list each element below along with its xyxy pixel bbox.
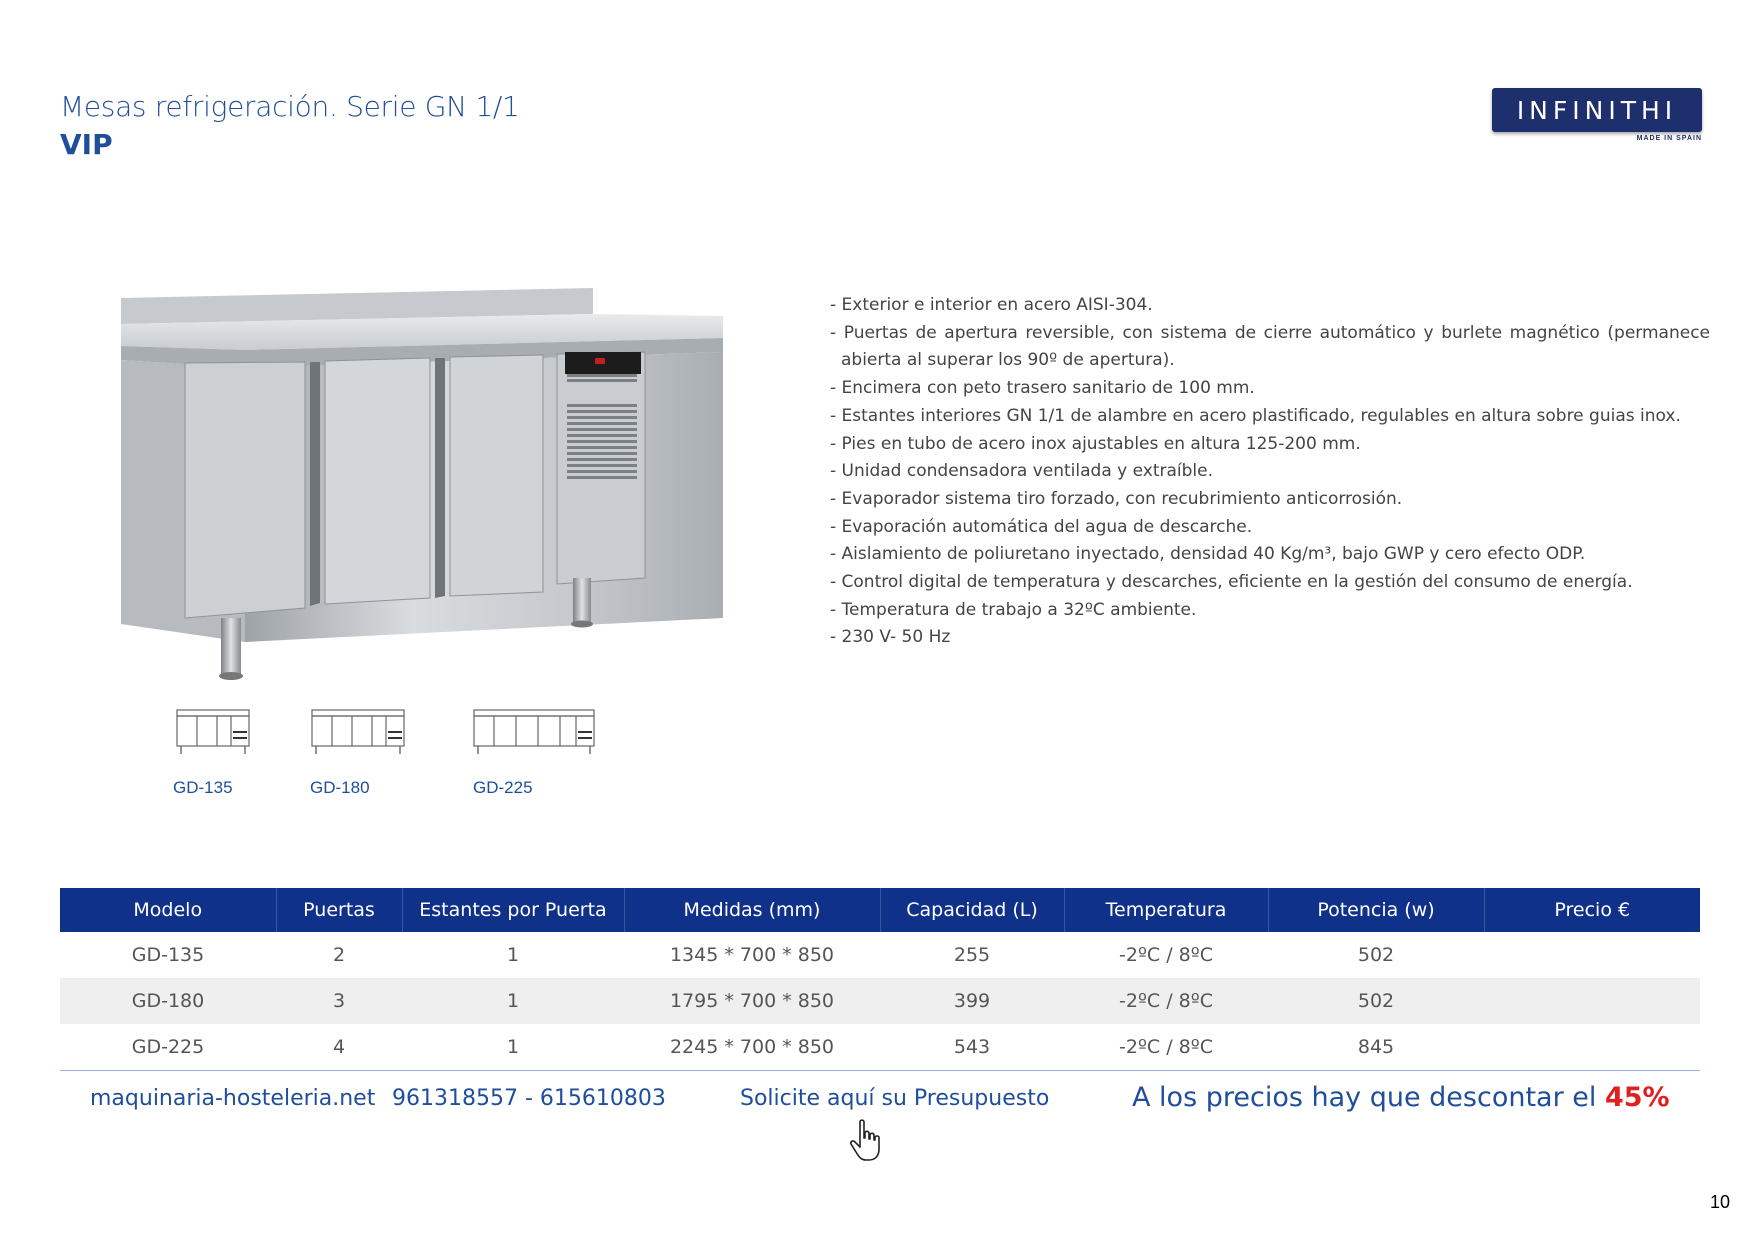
table-cell	[1484, 1024, 1700, 1071]
website-link[interactable]: maquinaria-hosteleria.net	[90, 1086, 376, 1111]
table-cell: 1	[506, 944, 520, 966]
logo-wordmark: INFINITHI	[1492, 88, 1702, 132]
feature-item: - Evaporador sistema tiro forzado, con recubrimiento anticorrosión.	[830, 488, 1403, 509]
table-cell: 502	[1268, 978, 1484, 1024]
table-cell: 2245 * 700 * 850	[624, 1024, 880, 1071]
column-header: Precio €	[1484, 888, 1700, 932]
table-row	[60, 932, 1700, 978]
table-cell: 399	[880, 978, 1064, 1024]
thumbnail-label: GD-225	[473, 778, 533, 797]
logo-tagline: MADE IN SPAIN	[1636, 135, 1702, 142]
table-cell: 1345 * 700 * 850	[669, 944, 835, 966]
thumbnail-gd-180	[310, 706, 408, 756]
feature-item: - Estantes interiores GN 1/1 de alambre en acero plastificado, regulables en altura sobre guias inox.	[830, 405, 1681, 426]
column-header: Puertas	[276, 888, 402, 932]
quote-request-link[interactable]: Solicite aquí su Presupuesto	[740, 1086, 1050, 1111]
product-image	[95, 278, 765, 698]
phone-numbers[interactable]: 961318557 - 615610803	[392, 1086, 666, 1111]
table-cell: 255	[953, 944, 991, 966]
table-cell: 4	[276, 1024, 402, 1071]
feature-item: - 230 V- 50 Hz	[830, 627, 951, 648]
brand-logo	[1492, 88, 1702, 142]
table-header-row	[60, 888, 1700, 932]
table-cell: 1	[402, 1024, 624, 1071]
column-header: Potencia (w)	[1268, 888, 1484, 932]
spec-table	[60, 888, 1700, 1071]
table-cell	[1484, 978, 1700, 1024]
page-subtitle: VIP	[60, 128, 113, 161]
table-cell: GD-180	[60, 978, 276, 1024]
discount-notice	[1132, 1082, 1670, 1113]
hand-pointer-icon	[848, 1118, 888, 1164]
column-header: Estantes por Puerta	[402, 888, 624, 932]
table-cell: 543	[880, 1024, 1064, 1071]
column-header: Temperatura	[1064, 888, 1268, 932]
feature-item: - Evaporación automática del agua de descarche.	[830, 516, 1253, 537]
feature-item: - Aislamiento de poliuretano inyectado, densidad 40 Kg/m³, bajo GWP y cero efecto ODP.	[830, 544, 1586, 565]
feature-item: - Control digital de temperatura y descarches, eficiente en la gestión del consumo de energía.	[830, 572, 1633, 593]
feature-item: - Unidad condensadora ventilada y extraíble.	[830, 461, 1213, 482]
thumbnail-gd-225	[472, 706, 598, 756]
thumbnail-label: GD-180	[310, 778, 370, 797]
thumbnail-label: GD-135	[173, 778, 233, 797]
table-cell: -2ºC / 8ºC	[1119, 944, 1213, 966]
table-cell: 502	[1357, 944, 1395, 966]
feature-item: - Puertas de apertura reversible, con sistema de cierre automático y burlete magnético (permanece abierta al superar los 90º de apertura).	[830, 322, 1710, 371]
page-number: 10	[1709, 1192, 1730, 1212]
table-cell: -2ºC / 8ºC	[1064, 1024, 1268, 1071]
column-header: Medidas (mm)	[624, 888, 880, 932]
page-title: Mesas refrigeración. Serie GN 1/1	[60, 90, 520, 123]
thumbnail-gd-135	[175, 706, 253, 756]
feature-list	[830, 292, 1710, 652]
table-cell: 845	[1268, 1024, 1484, 1071]
table-cell	[1484, 932, 1700, 978]
door-1	[185, 362, 305, 618]
table-cell: -2ºC / 8ºC	[1064, 978, 1268, 1024]
discount-value: 45%	[1604, 1082, 1670, 1113]
table-cell: GD-135	[131, 944, 205, 966]
feature-item: - Pies en tubo de acero inox ajustables en altura 125-200 mm.	[830, 433, 1361, 454]
column-header: Capacidad (L)	[880, 888, 1064, 932]
model-thumbnails	[150, 706, 710, 806]
table-cell: GD-225	[60, 1024, 276, 1071]
feature-item: - Exterior e interior en acero AISI-304.	[830, 295, 1153, 315]
table-row	[60, 978, 1700, 1024]
column-header: Modelo	[60, 888, 276, 932]
table-cell: 1795 * 700 * 850	[624, 978, 880, 1024]
table-cell: 3	[276, 978, 402, 1024]
table-cell: 1	[402, 978, 624, 1024]
feature-item: - Encimera con peto trasero sanitario de 100 mm.	[830, 378, 1255, 399]
table-cell: 2	[332, 944, 346, 966]
table-row	[60, 1024, 1700, 1071]
discount-text: A los precios hay que descontar el	[1132, 1082, 1605, 1113]
feature-item: - Temperatura de trabajo a 32ºC ambiente.	[830, 599, 1197, 620]
